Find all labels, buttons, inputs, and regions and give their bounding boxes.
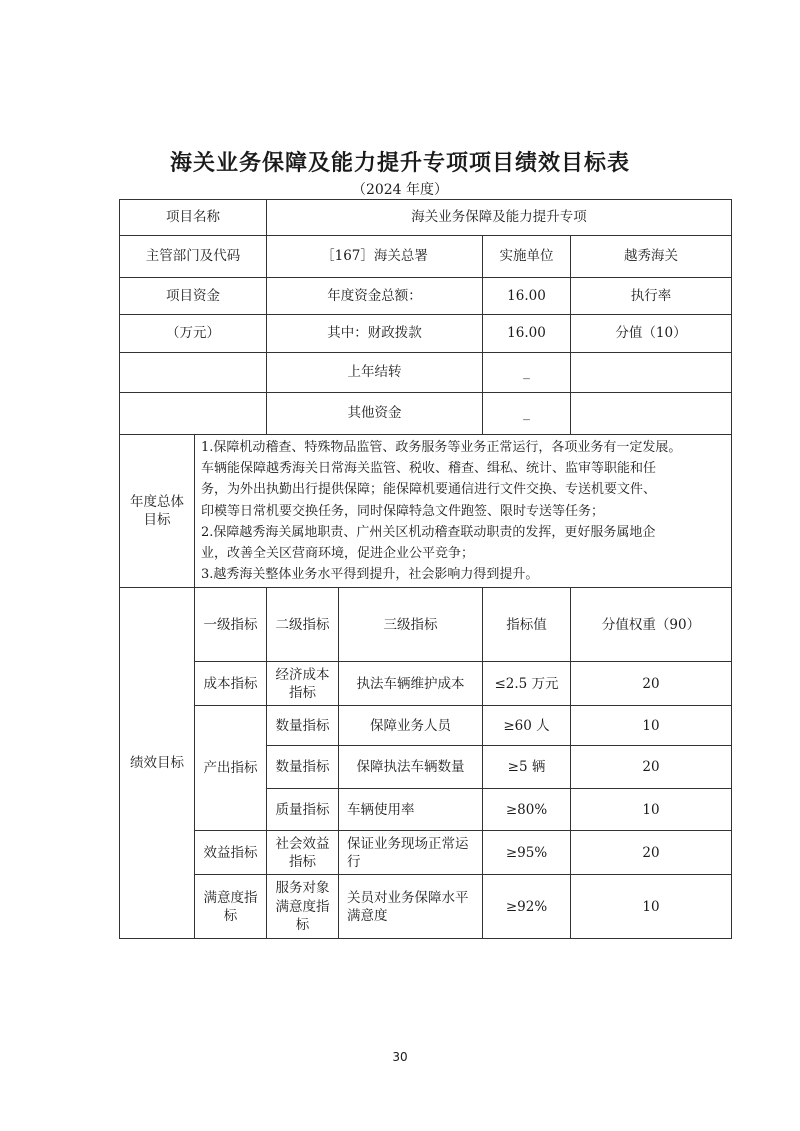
- empty-cell: [571, 393, 732, 435]
- level1-cell: 产出指标: [195, 706, 267, 831]
- page-title: 海关业务保障及能力提升专项项目绩效目标表: [169, 151, 630, 176]
- empty-cell: [571, 353, 732, 393]
- other-funds-value: _: [483, 393, 571, 435]
- department-row: [120, 236, 732, 278]
- level3-cell: 保障执法车辆数量: [339, 746, 483, 789]
- header-level3: 三级指标: [339, 588, 483, 662]
- goal-line: 3.越秀海关整体业务水平得到提升，社会影响力得到提升。: [201, 567, 539, 583]
- goal-line: 印模等日常机要交换任务，同时保障特急文件跑签、限时专送等任务；: [201, 503, 605, 519]
- annual-goal-row: [120, 435, 732, 588]
- weight-cell: 10: [571, 875, 732, 939]
- fiscal-label: 其中：财政拨款: [267, 315, 483, 353]
- empty-cell: [120, 353, 267, 393]
- carryover-value: _: [483, 353, 571, 393]
- level2-cell: 社会效益指标: [267, 831, 339, 875]
- level2-cell: 数量指标: [267, 746, 339, 789]
- carryover-row: [120, 353, 732, 393]
- level1-cell: 效益指标: [195, 831, 267, 875]
- level1-cell: 成本指标: [195, 662, 267, 706]
- table-row: [120, 875, 732, 939]
- annual-goal-text: [195, 435, 732, 588]
- table-row: [120, 662, 732, 706]
- execution-rate-label: 执行率: [571, 278, 732, 315]
- level3-cell: 关员对业务保障水平满意度: [339, 875, 483, 939]
- goal-line: 务，为外出执勤出行提供保障；能保障机要通信进行文件交换、专送机要文件、: [201, 482, 657, 498]
- carryover-label: 上年结转: [267, 353, 483, 393]
- goal-line: 业，改善全关区营商环境，促进企业公平竞争；: [201, 545, 475, 561]
- value-cell: ≥60 人: [483, 706, 571, 746]
- level3-cell: 保障业务人员: [339, 706, 483, 746]
- level2-cell: 质量指标: [267, 789, 339, 831]
- funds-total-row: [120, 278, 732, 315]
- project-name-row: [120, 200, 732, 236]
- department-label: 主管部门及代码: [120, 236, 267, 278]
- performance-header-row: [120, 588, 732, 662]
- value-cell: ≥80%: [483, 789, 571, 831]
- performance-label: 绩效目标: [120, 588, 195, 939]
- weight-cell: 20: [571, 746, 732, 789]
- weight-cell: 10: [571, 706, 732, 746]
- level2-cell: 经济成本指标: [267, 662, 339, 706]
- value-cell: ≥95%: [483, 831, 571, 875]
- fiscal-value: 16.00: [483, 315, 571, 353]
- score-label: 分值（10）: [571, 315, 732, 353]
- funds-total-label: 年度资金总额：: [267, 278, 483, 315]
- weight-cell: 20: [571, 831, 732, 875]
- level3-cell: 保证业务现场正常运行: [339, 831, 483, 875]
- other-funds-row: [120, 393, 732, 435]
- table-row: [120, 706, 732, 746]
- funds-label-line1: 项目资金: [120, 278, 267, 315]
- value-cell: ≥92%: [483, 875, 571, 939]
- level2-cell: 数量指标: [267, 706, 339, 746]
- weight-cell: 10: [571, 789, 732, 831]
- page-subtitle: （2024 年度）: [351, 182, 449, 198]
- goal-line: 车辆能保障越秀海关日常海关监管、税收、稽查、缉私、统计、监审等职能和任: [201, 461, 657, 477]
- department-value: ［167］海关总署: [267, 236, 483, 278]
- header-level1: 一级指标: [195, 588, 267, 662]
- funds-fiscal-row: [120, 315, 732, 353]
- funds-total-value: 16.00: [483, 278, 571, 315]
- header-level2: 二级指标: [267, 588, 339, 662]
- value-cell: ≥5 辆: [483, 746, 571, 789]
- header-weight: 分值权重（90）: [571, 588, 732, 662]
- implementer-label: 实施单位: [483, 236, 571, 278]
- project-name-label: 项目名称: [120, 200, 267, 236]
- page-number: 30: [392, 1050, 408, 1064]
- level1-cell: 满意度指标: [195, 875, 267, 939]
- level2-cell: 服务对象满意度指标: [267, 875, 339, 939]
- annual-goal-label: 年度总体目标: [120, 435, 195, 588]
- project-name-value: 海关业务保障及能力提升专项: [267, 200, 732, 236]
- goal-line: 2.保障越秀海关属地职责、广州关区机动稽查联动职责的发挥，更好服务属地企: [201, 524, 656, 540]
- other-funds-label: 其他资金: [267, 393, 483, 435]
- header-value: 指标值: [483, 588, 571, 662]
- weight-cell: 20: [571, 662, 732, 706]
- implementer-value: 越秀海关: [571, 236, 732, 278]
- table-row: [120, 831, 732, 875]
- goal-line: 1.保障机动稽查、特殊物品监管、政务服务等业务正常运行，各项业务有一定发展。: [201, 440, 682, 455]
- funds-label-line2: （万元）: [120, 315, 267, 353]
- performance-table: [119, 199, 732, 939]
- value-cell: ≤2.5 万元: [483, 662, 571, 706]
- level3-cell: 车辆使用率: [339, 789, 483, 831]
- level3-cell: 执法车辆维护成本: [339, 662, 483, 706]
- empty-cell: [120, 393, 267, 435]
